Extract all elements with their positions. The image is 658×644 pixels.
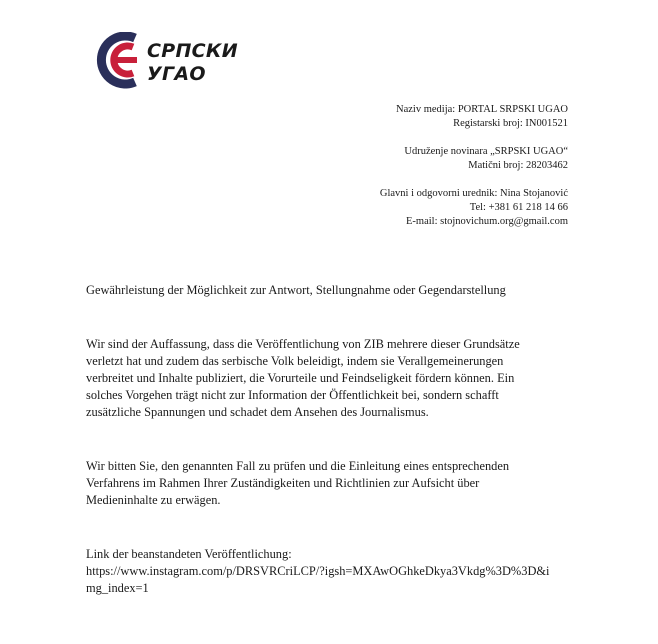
id-number: Matični broj: 28203462 xyxy=(468,160,568,171)
header-info xyxy=(268,103,568,243)
link-block xyxy=(86,546,586,597)
contact-info-group xyxy=(268,187,568,229)
subject-line: Gewährleistung der Möglichkeit zur Antwort, Stellungnahme oder Gegendarstellung xyxy=(86,283,506,297)
editor-name: Glavni i odgovorni urednik: Nina Stojanović xyxy=(379,188,568,199)
paragraph-line: Wir sind der Auffassung, dass die Veröffentlichung von ZIB mehrere dieser Grundsätze xyxy=(86,337,520,351)
registry-number: Registarski broj: IN001521 xyxy=(453,118,568,129)
paragraph-line: zusätzliche Spannungen und schadet dem Ansehen des Journalismus. xyxy=(86,405,429,419)
association-name: Udruženje novinara „SRPSKI UGAO“ xyxy=(404,146,568,157)
link-label: Link der beanstandeten Veröffentlichung: xyxy=(86,547,292,561)
media-name: Naziv medija: PORTAL SRPSKI UGAO xyxy=(396,104,568,115)
logo-line-1: СРПСКИ xyxy=(147,40,238,62)
paragraph-line: solches Vorgehen trägt nicht zur Information der Öffentlichkeit bei, sondern schafft xyxy=(86,388,499,402)
paragraph-line: verletzt hat und zudem das serbische Volk beleidigt, indem sie Verallgemeinerungen xyxy=(86,354,504,368)
telephone: Tel: +381 61 218 14 66 xyxy=(469,202,568,213)
link-url-line-1[interactable]: https://www.instagram.com/p/DRSVRCriLCP/?igsh=MXAwOGhkeDkya3Vkdg%3D%3D&i xyxy=(86,564,550,578)
association-info-group xyxy=(268,145,568,173)
logo-mark-icon xyxy=(95,32,145,92)
paragraph-line: Wir bitten Sie, den genannten Fall zu prüfen und die Einleitung eines entsprechenden xyxy=(86,459,510,473)
link-url-line-2[interactable]: mg_index=1 xyxy=(86,581,149,595)
logo xyxy=(95,32,255,92)
paragraph-1 xyxy=(86,336,586,421)
paragraph-2 xyxy=(86,458,586,509)
media-info-group xyxy=(268,103,568,131)
logo-wordmark xyxy=(147,40,238,86)
paragraph-line: verbreitet und Inhalte publiziert, die Vorurteile und Feindseligkeit fördern können. Ein xyxy=(86,371,515,385)
logo-line-2: УГАО xyxy=(147,63,206,85)
paragraph-line: Verfahrens im Rahmen Ihrer Zuständigkeiten und Richtlinien zur Aufsicht über xyxy=(86,476,480,490)
paragraph-line: Medieninhalte zu erwägen. xyxy=(86,493,221,507)
email[interactable]: E-mail: stojnovichum.org@gmail.com xyxy=(406,216,568,227)
